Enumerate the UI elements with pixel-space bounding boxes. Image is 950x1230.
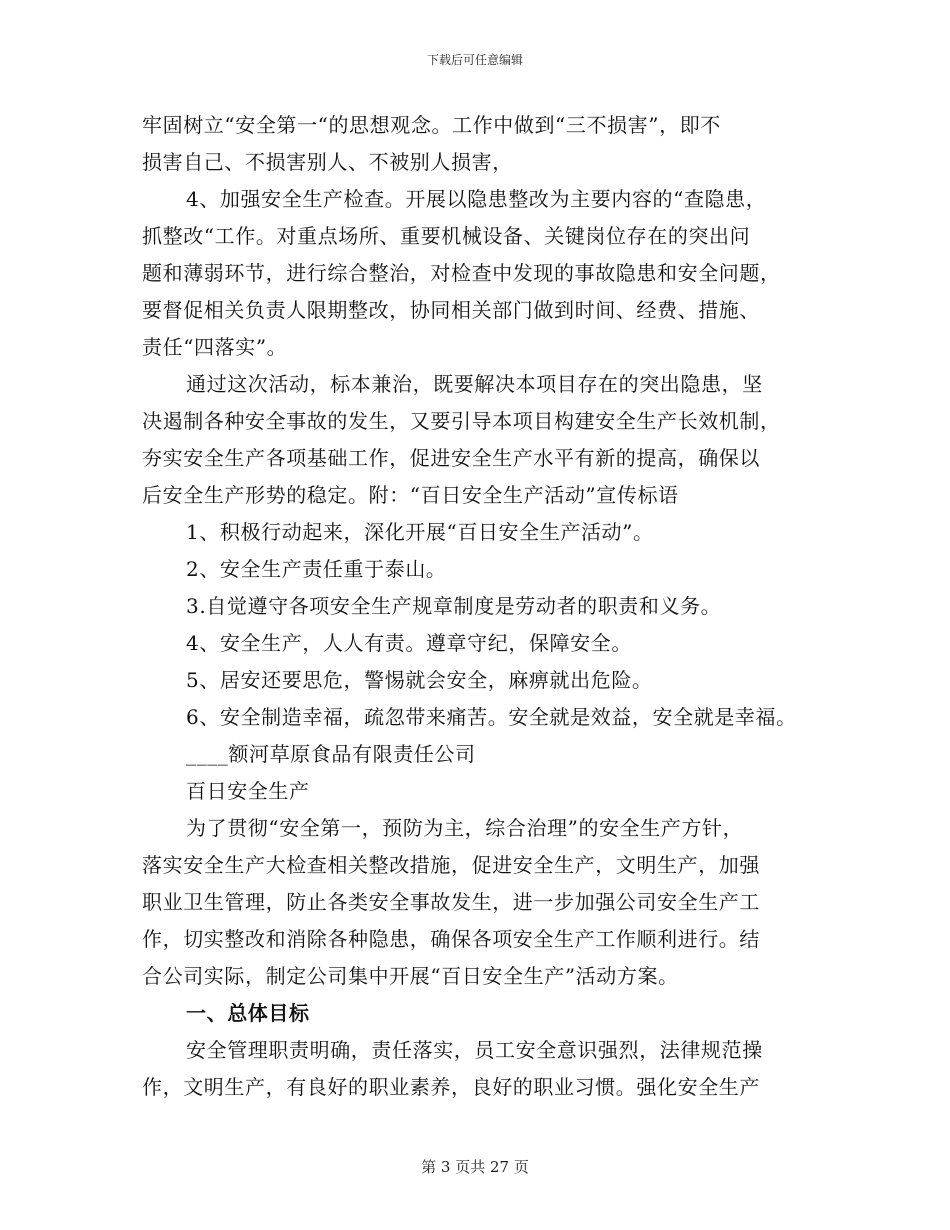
- slogan-item: 1、积极行动起来，深化开展“百日安全生产活动”。: [186, 520, 654, 544]
- page-header: 下载后可任意编辑: [426, 53, 523, 67]
- text-line: 作，文明生产，有良好的职业素养，良好的职业习惯。强化安全生产: [142, 1075, 760, 1099]
- section-title: 百日安全生产: [186, 779, 310, 803]
- text-line: 4、加强安全生产检查。开展以隐患整改为主要内容的“查隐患，: [186, 187, 767, 211]
- slogan-item: 6、安全制造幸福，疏忽带来痛苦。安全就是效益，安全就是幸福。: [186, 705, 797, 729]
- text-line: 安全管理职责明确，责任落实，员工安全意识强烈，法律规范操: [186, 1038, 763, 1062]
- text-line: 决遏制各种安全事故的发生，又要引导本项目构建安全生产长效机制，: [142, 409, 781, 433]
- text-line: 责任“四落实”。: [142, 335, 288, 359]
- text-line: 通过这次活动，标本兼治，既要解决本项目存在的突出隐患，坚: [186, 372, 763, 396]
- text-line: 夯实安全生产各项基础工作，促进安全生产水平有新的提高，确保以: [142, 446, 760, 470]
- text-line: 职业卫生管理，防止各类安全事故发生，进一步加强公司安全生产工: [142, 890, 760, 914]
- company-name: ____额河草原食品有限责任公司: [186, 742, 476, 766]
- text-line: 损害自己、不损害别人、不被别人损害，: [142, 150, 513, 174]
- text-line: 牢固树立“安全第一“的思想观念。工作中做到“三不损害”，即不: [142, 113, 721, 137]
- slogan-item: 3.自觉遵守各项安全生产规章制度是劳动者的职责和义务。: [186, 594, 722, 618]
- text-line: 为了贯彻“安全第一，预防为主，综合治理”的安全生产方针，: [186, 816, 744, 840]
- page-footer: 第 3 页共 27 页: [421, 1158, 529, 1176]
- text-line: 抓整改“工作。对重点场所、重要机械设备、关键岗位存在的突出问: [142, 224, 751, 248]
- text-line: 作，切实整改和消除各种隐患，确保各项安全生产工作顺利进行。结: [142, 927, 760, 951]
- section-heading: 一、总体目标: [186, 1001, 310, 1025]
- text-line: 落实安全生产大检查相关整改措施，促进安全生产，文明生产，加强: [142, 853, 760, 877]
- text-line: 合公司实际，制定公司集中开展“百日安全生产”活动方案。: [142, 964, 679, 988]
- slogan-item: 5、居安还要思危，警惕就会安全，麻痹就出危险。: [186, 668, 653, 692]
- slogan-item: 4、安全生产，人人有责。遵章守纪，保障安全。: [186, 631, 632, 655]
- text-line: 要督促相关负责人限期整改，协同相关部门做到时间、经费、措施、: [142, 298, 760, 322]
- document-body: [142, 107, 822, 1106]
- text-line: 后安全生产形势的稳定。附：“百日安全生产活动”宣传标语: [142, 483, 679, 507]
- slogan-item: 2、安全生产责任重于泰山。: [186, 557, 447, 581]
- text-line: 题和薄弱环节，进行综合整治，对检查中发现的事故隐患和安全问题，: [142, 261, 781, 285]
